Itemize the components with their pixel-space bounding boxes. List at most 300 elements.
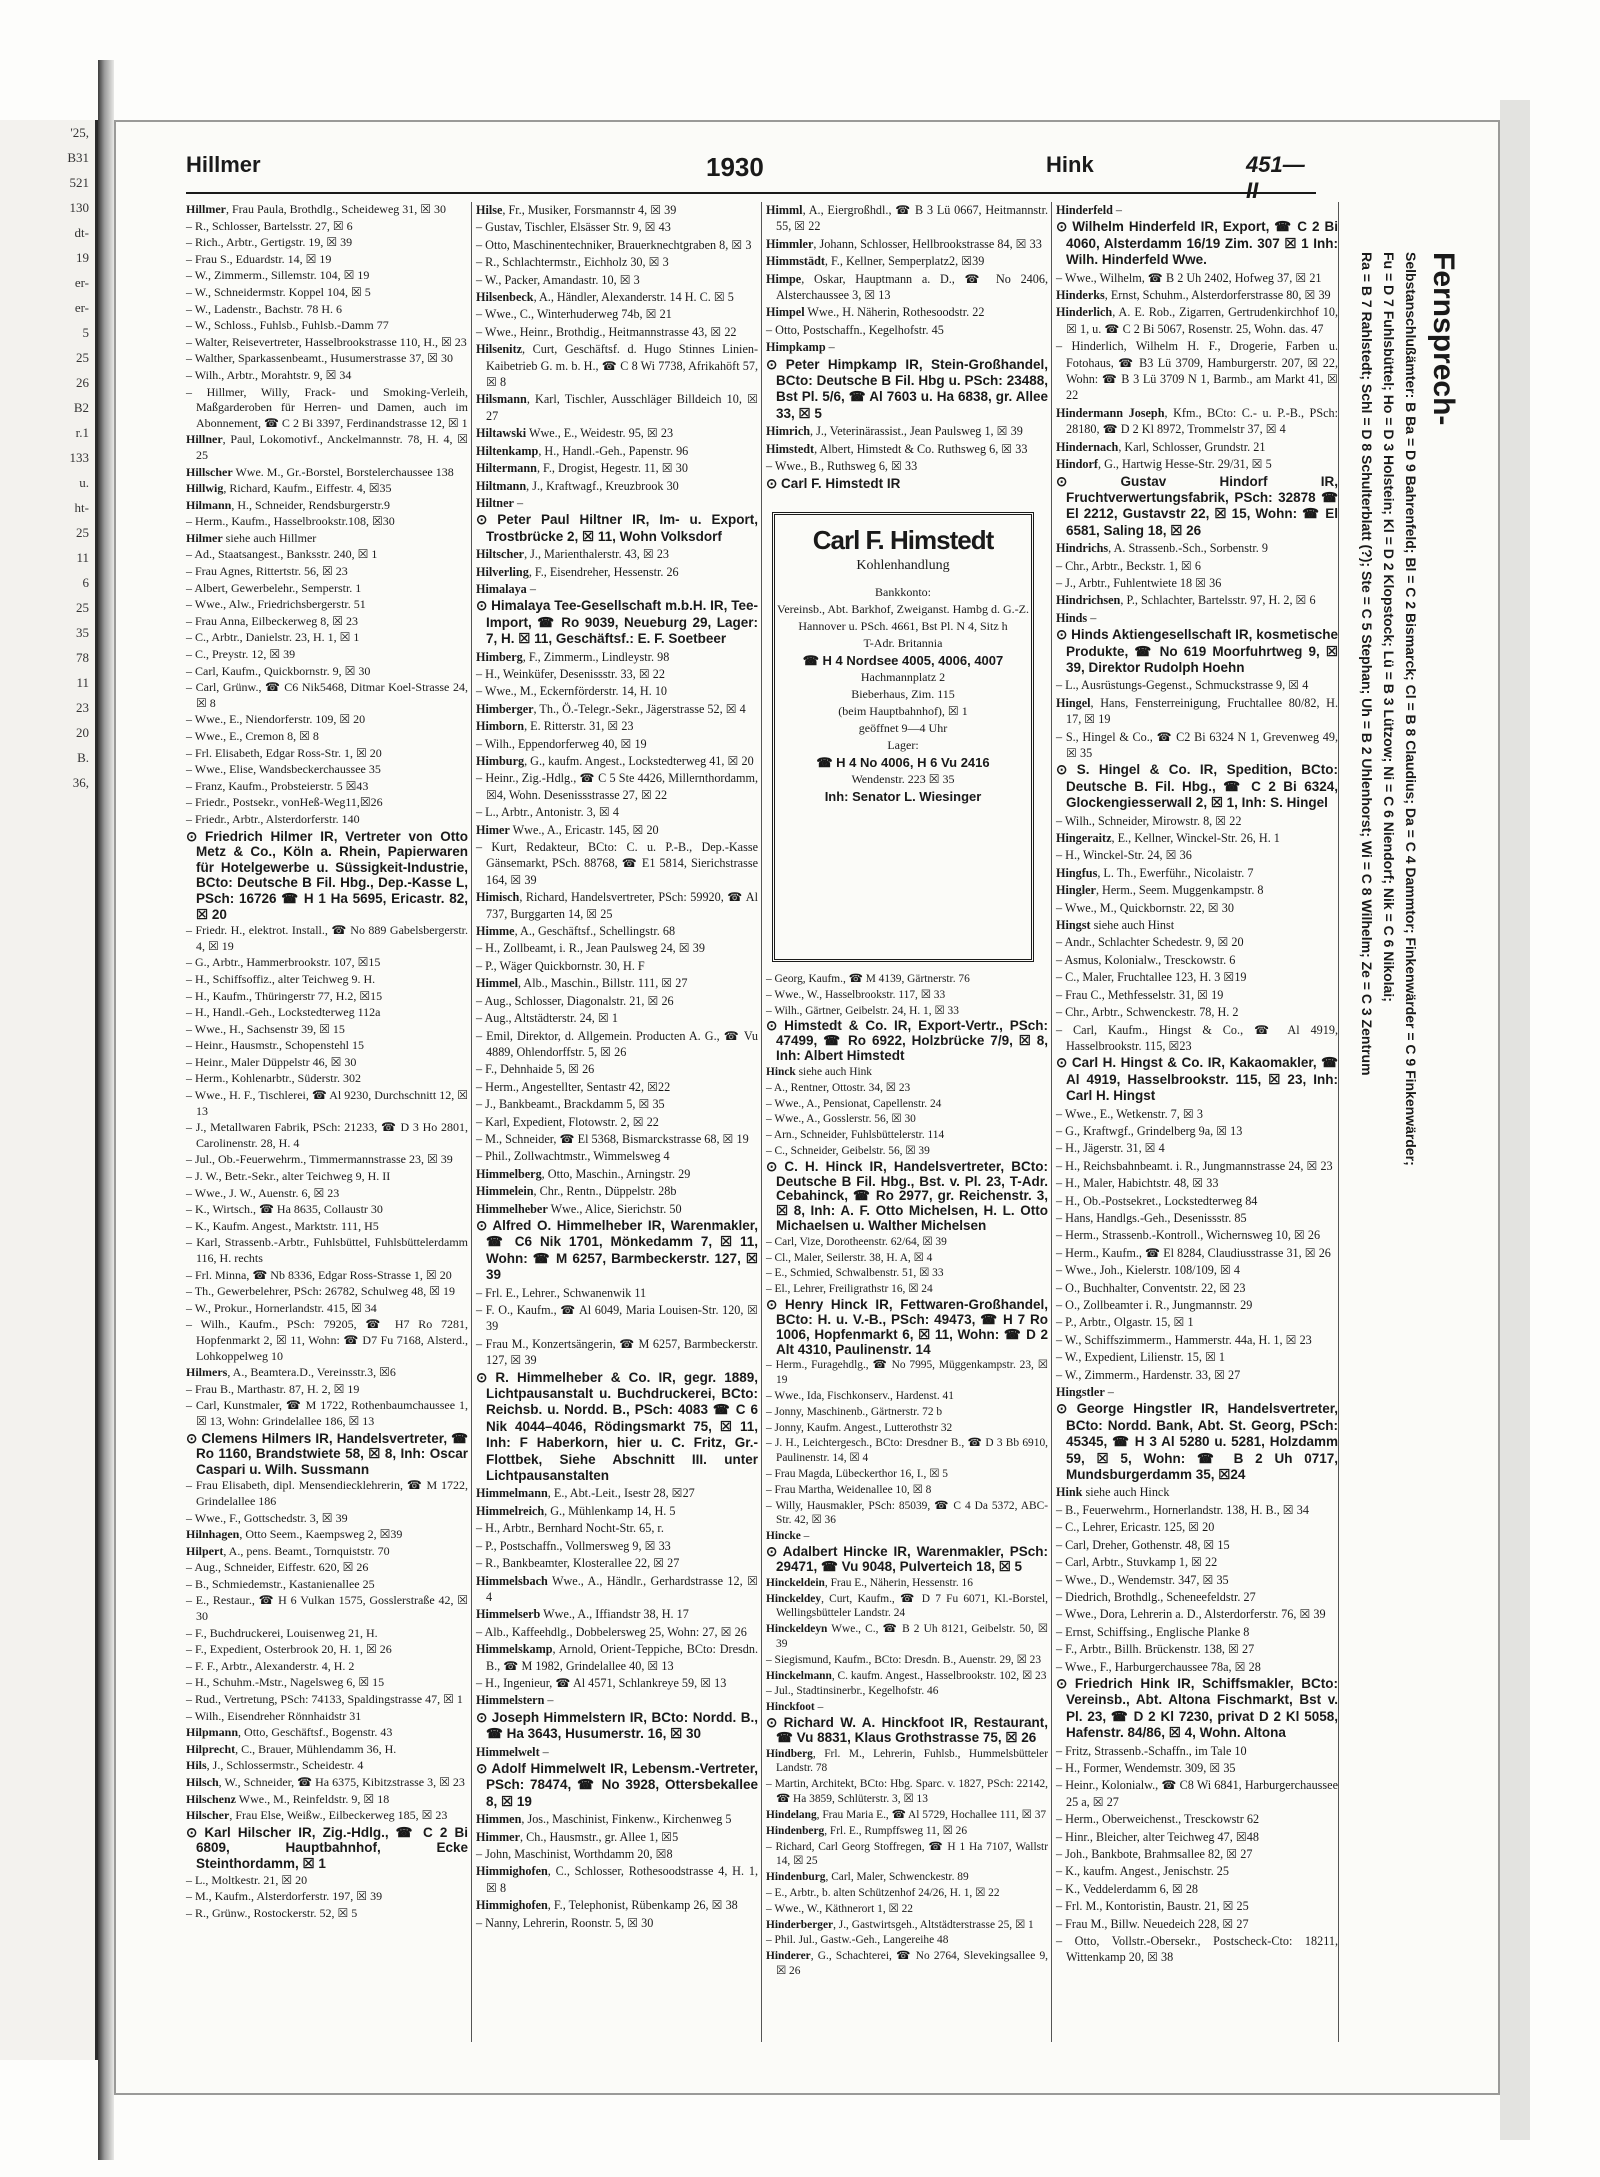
directory-entry: – H., Ob.-Postsekret., Lockstedterweg 84 <box>1056 1193 1258 1208</box>
directory-entry: – John, Maschinist, Worthdamm 20, ☒8 <box>476 1847 673 1861</box>
directory-entry: – Walter, Reisevertreter, Hasselbrookstrasse 110, H., ☒ 23 <box>186 334 467 349</box>
directory-entry: Hinckelmann, C. kaufm. Angest., Hasselbrookstr. 102, ☒ 23 <box>766 1669 1047 1682</box>
directory-entry: – F. O., Kaufm., ☎ Al 6049, Maria Louisen-Str. 120, ☒ 39 <box>476 1303 758 1334</box>
directory-entry: – Wwe., J. W., Auenstr. 6, ☒ 23 <box>186 1185 340 1200</box>
directory-entry: – Friedr. H., elektrot. Install., ☎ No 889 Gabelsbergerstr. 4, ☒ 19 <box>186 923 468 953</box>
directory-entry: Hilpert, A., pens. Beamt., Tornquiststr. 70 <box>186 1543 390 1558</box>
directory-entry: Himpkamp – <box>766 340 835 355</box>
directory-entry: – Karl, Strassenb.-Arbtr., Fuhlsbüttel, Fuhlsbüttelerdamm 116, H. rechts <box>186 1235 468 1265</box>
directory-entry: – B., Feuerwehrm., Hornerlandstr. 138, H. B., ☒ 34 <box>1056 1502 1309 1517</box>
directory-entry: – Fritz, Strassenb.-Schaffn., im Tale 10 <box>1056 1743 1247 1758</box>
facing-page-fragment-line: 20 <box>76 725 89 740</box>
directory-entry: – Frl. Elisabeth, Edgar Ross-Str. 1, ☒ 20 <box>186 745 382 760</box>
directory-entry: Hincke – <box>766 1530 810 1543</box>
directory-entry: ⊙ George Hingstler IR, Handelsvertreter, BCto: Nordd. Bank, Abt. St. Georg, PSch: 45345, ☎ H 3 Al 5280 u. 5281, Holzdamm 59, ☒ 5, Wohn: ☎ B 2 Uh 0717, Mundsburgerdamm 35, ☒24 <box>1056 1401 1338 1483</box>
facing-page-fragment-line: 133 <box>69 450 89 465</box>
ad-line: Bankkonto: <box>875 585 931 599</box>
column-3-top <box>766 202 1048 493</box>
directory-entry: ⊙ S. Hingel & Co. IR, Spedition, BCto: Deutsche B. Fil. Hbg., ☎ C 2 Bi 6324, Glockengiesserwall 2, ☒ 1, Inh: S. Hingel <box>1056 762 1338 811</box>
directory-entry: Hindrichs, A. Strassenb.-Sch., Sorbenstr. 9 <box>1056 541 1268 556</box>
directory-entry: – F., Buchdruckerei, Louisenweg 21, H. <box>186 1625 378 1640</box>
header-first-name: Hillmer <box>186 152 261 177</box>
facing-page-fragment-line: 25 <box>76 600 89 615</box>
directory-entry: – Frau B., Marthastr. 87, H. 2, ☒ 19 <box>186 1381 360 1396</box>
page-header <box>186 152 1316 203</box>
facing-page-fragment-line: 25 <box>76 525 89 540</box>
facing-page-fragment-line: 521 <box>69 175 89 190</box>
header-rule <box>186 192 1316 194</box>
directory-entry: Hinderks, Ernst, Schuhm., Alsterdorferstrasse 80, ☒ 39 <box>1056 288 1331 303</box>
directory-entry: – Friedr., Arbtr., Alsterdorferstr. 140 <box>186 811 360 826</box>
directory-entry: – Wwe., Alw., Friedrichsbergerstr. 51 <box>186 597 366 612</box>
directory-entry: Hillscher Wwe. M., Gr.-Borstel, Borstelerchaussee 138 <box>186 464 454 479</box>
ad-line: ☎ H 4 No 4006, H 6 Vu 2416 <box>816 755 990 770</box>
ad-line: Hachmannplatz 2 <box>860 670 946 684</box>
directory-entry: – M., Schneider, ☎ El 5368, Bismarckstrasse 68, ☒ 19 <box>476 1131 749 1146</box>
directory-entry: – Kurt, Redakteur, BCto: C. u. P.-B., Dep.-Kasse Gänsemarkt, PSch. 88768, ☎ E1 5814, Sierichstrasse 164, ☒ 39 <box>476 840 758 887</box>
directory-entry: – C., Preystr. 12, ☒ 39 <box>186 647 296 662</box>
directory-entry: Hilsenbeck, A., Händler, Alexanderstr. 14 H. C. ☒ 5 <box>476 290 734 305</box>
directory-entry: – Wilh., Kaufm., PSch: 79205, ☎ H7 Ro 7281, Hopfenmarkt 2, ☒ 11, Wohn: ☎ D7 Fu 7168, Alsterd., Lohkoppelweg 10 <box>186 1317 468 1363</box>
directory-entry: Hillner, Paul, Lokomotivf., Anckelmannstr. 78, H. 4, ☒ 25 <box>186 432 468 462</box>
directory-entry: – Friedr., Postsekr., vonHeß-Weg11,☒26 <box>186 795 383 810</box>
directory-entry: ⊙ Wilhelm Hinderfeld IR, Export, ☎ C 2 Bi 4060, Alsterdamm 16/19 Zim. 307 ☒ 1 Inh: Wilh. Hinderfeld Wwe. <box>1056 219 1338 268</box>
directory-entry: Himmelmann, E., Abt.-Leit., Isestr 28, ☒27 <box>476 1486 695 1501</box>
directory-entry: – E., Schmied, Schwalbenstr. 51, ☒ 33 <box>766 1267 944 1280</box>
directory-entry: – Herm., Furagehdlg., ☎ No 7995, Müggenkampstr. 23, ☒ 19 <box>766 1359 1048 1387</box>
directory-entry: – C., Lehrer, Ericastr. 125, ☒ 20 <box>1056 1520 1215 1535</box>
directory-entry: Hindermann Joseph, Kfm., BCto: C.- u. P.-B., PSch: 28180, ☎ D 2 Kl 8972, Trommelstr 37, ☒ 4 <box>1056 405 1338 437</box>
book-gutter <box>98 60 114 2160</box>
directory-entry: – Aug., Altstädterstr. 24, ☒ 1 <box>476 1011 618 1026</box>
directory-entry: – H., Handl.-Geh., Lockstedterweg 112a <box>186 1005 381 1020</box>
facing-page-fragment-line: 23 <box>76 700 89 715</box>
directory-entry: – Arn., Schneider, Fuhlsbüttelerstr. 114 <box>766 1129 945 1142</box>
directory-entry: Hiltscher, J., Marienthalerstr. 43, ☒ 23 <box>476 547 670 562</box>
directory-entry: – Wilh., Eisendreher Rönnhaidstr 31 <box>186 1708 362 1723</box>
directory-entry: – Wwe., E., Cremon 8, ☒ 8 <box>186 729 319 743</box>
header-last-name: Hink <box>1046 152 1094 177</box>
directory-entry: Himrich, J., Veterinärassist., Jean Paulsweg 1, ☒ 39 <box>766 424 1023 439</box>
column-2 <box>476 202 758 1932</box>
directory-entry: – Wwe., B., Ruthsweg 6, ☒ 33 <box>766 459 918 474</box>
directory-entry: – Hinderlich, Wilhelm H. F., Drogerie, Farben u. Fotohaus, ☎ B3 Lü 3709, Hamburgerstr. 207, ☒ 22, Wohn: ☎ B 3 Lü 3709 N 1, Barmb., am Markt 41, ☒ 22 <box>1056 339 1338 403</box>
directory-entry: Himmelheber Wwe., Alice, Sierichstr. 50 <box>476 1201 682 1216</box>
directory-entry: – H., Maler, Habichtstr. 48, ☒ 33 <box>1056 1176 1219 1191</box>
directory-entry: – El., Lehrer, Freiligrathstr 16, ☒ 24 <box>766 1283 933 1296</box>
directory-entry: – Carl, Vize, Dorotheenstr. 62/64, ☒ 39 <box>766 1235 947 1248</box>
directory-entry: Himmelstern – <box>476 1693 554 1708</box>
directory-entry: Hilmann, H., Schneider, Rendsburgerstr.9 <box>186 497 390 512</box>
directory-entry: – J., Metallwaren Fabrik, PSch: 21233, ☎ D 3 Ho 2801, Carolinenstr. 28, H. 4 <box>186 1120 468 1150</box>
directory-entry: Hilscher, Frau Else, Weißw., Eilbeckerweg 185, ☒ 23 <box>186 1808 448 1823</box>
directory-entry: – H., Kaufm., Thüringerstr 77, H.2, ☒15 <box>186 988 383 1003</box>
directory-entry: – Siegismund, Kaufm., BCto: Dresdn. B., Auenstr. 29, ☒ 23 <box>766 1653 1042 1666</box>
directory-entry: Hinderer, G., Schachterei, ☎ No 2764, Slevekingsallee 9, ☒ 26 <box>766 1950 1048 1977</box>
column-4 <box>1056 202 1338 1967</box>
ad-line: Wendenstr. 223 ☒ 35 <box>851 772 955 786</box>
directory-entry: Himalaya – <box>476 581 536 596</box>
directory-entry: – W., Prokur., Hornerlandstr. 415, ☒ 34 <box>186 1300 377 1315</box>
directory-entry: – H., Jägerstr. 31, ☒ 4 <box>1056 1141 1165 1156</box>
directory-entry: – Diedrich, Brothdlg., Scheneefeldstr. 27 <box>1056 1589 1256 1604</box>
directory-entry: – H., Schiffsoffiz., alter Teichweg 9. H. <box>186 971 376 986</box>
directory-entry: – H., Weinküfer, Desenissstr. 33, ☒ 22 <box>476 666 665 681</box>
legend-line: Fu = D 7 Fuhlsbüttel; Ho = D 3 Holstein; Kl = D 2 Klopstock; Lü = B 3 Lützow; Ni = C 6 Niendorf; Nik = C 6 Nikolai; <box>1381 252 1397 1002</box>
directory-entry: – H., Zollbeamt, i. R., Jean Paulsweg 24, ☒ 39 <box>476 941 705 956</box>
directory-entry: – O., Zollbeamter i. R., Jungmannstr. 29 <box>1056 1298 1253 1312</box>
facing-page-fragment-line: 6 <box>82 575 89 590</box>
directory-entry: – Rud., Vertretung, PSch: 74133, Spaldingstrasse 47, ☒ 1 <box>186 1692 463 1707</box>
directory-entry: ⊙ Hinds Aktiengesellschaft IR, kosmetische Produkte, ☎ No 619 Moorfuhrtweg 9, ☒ 39, Direktor Rudolph Hoehn <box>1056 627 1338 675</box>
directory-entry: – Frl. Minna, ☎ Nb 8336, Edgar Ross-Strasse 1, ☒ 20 <box>186 1267 452 1282</box>
directory-entry: – E., Arbtr., b. alten Schützenhof 24/26, H. 1, ☒ 22 <box>766 1886 1000 1899</box>
directory-entry: Himmighofen, C., Schlosser, Rothesoodstrasse 4, H. 1, ☒ 8 <box>476 1864 758 1895</box>
directory-entry: – Nanny, Lehrerin, Roonstr. 5, ☒ 30 <box>476 1915 654 1930</box>
directory-entry: – Wwe., H. F., Tischlerei, ☎ Al 9230, Durchschnitt 12, ☒ 13 <box>186 1088 468 1118</box>
directory-entry: – R., Schlosser, Bartelsstr. 27, ☒ 6 <box>186 218 353 233</box>
directory-entry: – Wwe., W., Käthnerort 1, ☒ 22 <box>766 1902 913 1915</box>
directory-entry: – Wwe., W., Hasselbrookstr. 117, ☒ 33 <box>766 988 946 1001</box>
directory-entry: ⊙ Peter Himpkamp IR, Stein-Großhandel, BCto: Deutsche B Fil. Hbg u. PSch: 23488, Bst Pl. 5/6, ☎ Al 7603 u. Ha 6838, gr. Allee 33, ☒ 5 <box>766 356 1048 421</box>
directory-entry: – Rich., Arbtr., Gertigstr. 19, ☒ 39 <box>186 235 353 250</box>
column-divider <box>1051 202 1052 2042</box>
directory-entry: – Herm., Kohlenarbtr., Süderstr. 302 <box>186 1071 361 1086</box>
directory-entry: Hingst siehe auch Hinst <box>1056 918 1175 933</box>
directory-entry: – L., Moltkestr. 21, ☒ 20 <box>186 1872 308 1887</box>
directory-entry: ⊙ Carl H. Hingst & Co. IR, Kakaomakler, ☎ Al 4919, Hasselbrookstr. 115, ☒ 23, Inh: Carl H. Hingst <box>1056 1055 1338 1104</box>
facing-page-fragment-line: 78 <box>76 650 89 665</box>
directory-entry: Hiltmann, J., Kraftwagf., Kreuzbrook 30 <box>476 478 679 493</box>
directory-entry: Himberg, F., Zimmerm., Lindleystr. 98 <box>476 649 670 664</box>
directory-entry: – J. W., Betr.-Sekr., alter Teichweg 9, H. II <box>186 1169 391 1184</box>
directory-entry: – C., Schneider, Geibelstr. 56, ☒ 39 <box>766 1144 930 1157</box>
advertisement-box <box>772 512 1034 962</box>
directory-entry: Hingfus, L. Th., Ewerführ., Nicolaistr. 7 <box>1056 865 1254 880</box>
directory-entry: – G., Kraftwgf., Grindelberg 9a, ☒ 13 <box>1056 1123 1243 1138</box>
directory-entry: Hilsch, W., Schneider, ☎ Ha 6375, Kibitzstrasse 3, ☒ 23 <box>186 1775 465 1789</box>
directory-entry: – W., Schneidermstr. Koppel 104, ☒ 5 <box>186 284 371 299</box>
directory-entry: – Wilh., Eppendorferweg 40, ☒ 19 <box>476 736 647 751</box>
directory-entry: Hingstler – <box>1056 1385 1114 1400</box>
directory-entry: Hillmer, Frau Paula, Brothdlg., Scheideweg 31, ☒ 30 <box>186 202 447 216</box>
ad-lines <box>775 584 1031 805</box>
directory-entry: ⊙ Gustav Hindorf IR, Fruchtverwertungsfabrik, PSch: 32878 ☎ El 2212, Gustavstr 22, ☒ 15, Wohn: ☎ El 6581, Saling 18, ☒ 26 <box>1056 473 1338 538</box>
directory-entry: – Wwe., Elise, Wandsbeckerchaussee 35 <box>186 762 381 777</box>
directory-entry: Hiltawski Wwe., E., Weidestr. 95, ☒ 23 <box>476 426 674 441</box>
directory-entry: ⊙ Himalaya Tee-Gesellschaft m.b.H. IR, Tee-Import, ☎ Ro 9039, Neueburg 29, Lager: 7, H. ☒ 11, Geschäftsf.: E. F. Soetbeer <box>476 598 758 647</box>
directory-entry: – Gustav, Tischler, Elsässer Str. 9, ☒ 43 <box>476 220 671 235</box>
directory-entry: Hinds – <box>1056 610 1097 625</box>
facing-page-fragment <box>0 120 98 2060</box>
directory-entry: – K., Wirtsch., ☎ Ha 8635, Collaustr 30 <box>186 1202 383 1217</box>
directory-entry: – Aug., Schlosser, Diagonalstr. 21, ☒ 26 <box>476 993 674 1008</box>
directory-entry: – Emil, Direktor, d. Allgemein. Producten A. G., ☎ Vu 4889, Ohlendorffstr. 5, ☒ 26 <box>476 1028 758 1059</box>
directory-entry: – F. F., Arbtr., Alexanderstr. 4, H. 2 <box>186 1658 355 1673</box>
directory-entry: Hingel, Hans, Fensterreinigung, Fruchtallee 80/82, H. 17, ☒ 19 <box>1056 695 1338 727</box>
directory-entry: ⊙ Carl F. Himstedt IR <box>766 475 901 491</box>
directory-entry: – Wwe., Ida, Fischkonserv., Hardenst. 41 <box>766 1389 954 1402</box>
directory-entry: – R., Schlachtermstr., Eichholz 30, ☒ 3 <box>476 255 669 270</box>
directory-entry: Hinckeldey, Curt, Kaufm., ☎ D 7 Fu 6071, Kl.-Borstel, Wellingsbütteler Landstr. 24 <box>766 1592 1048 1620</box>
directory-entry: – Wwe., Joh., Kielerstr. 108/109, ☒ 4 <box>1056 1263 1241 1278</box>
directory-entry: – Wwe., Dora, Lehrerin a. D., Alsterdorferstr. 76, ☒ 39 <box>1056 1607 1326 1622</box>
directory-entry: – K., Kaufm. Angest., Marktstr. 111, H5 <box>186 1218 379 1233</box>
directory-entry: – Wwe., M., Quickbornstr. 22, ☒ 30 <box>1056 900 1234 915</box>
directory-entry: Hilpmann, Otto, Geschäftsf., Bogenstr. 43 <box>186 1725 393 1740</box>
directory-entry: – Jul., Ob.-Feuerwehrm., Timmermannstrasse 23, ☒ 39 <box>186 1152 453 1167</box>
directory-entry: – Frau M., Billw. Neuedeich 228, ☒ 27 <box>1056 1916 1249 1931</box>
directory-entry: – Wilh., Gärtner, Geibelstr. 24, H. 1, ☒ 33 <box>766 1004 959 1017</box>
facing-page-fragment-line: 11 <box>76 550 89 565</box>
directory-entry: – Wwe., F., Harburgerchaussee 78a, ☒ 28 <box>1056 1659 1261 1674</box>
directory-entry: Hindberg, Frl. M., Lehrerin, Fuhlsb., Hummelsbütteler Landstr. 78 <box>766 1747 1048 1775</box>
facing-page-fragment-line: 19 <box>76 250 89 265</box>
directory-entry: Hiltermann, F., Drogist, Hegestr. 11, ☒ 30 <box>476 461 688 476</box>
directory-entry: ⊙ Adalbert Hincke IR, Warenmakler, PSch: 29471, ☎ Vu 9048, Pulverteich 18, ☒ 5 <box>766 1544 1048 1574</box>
directory-entry: Himmelskamp, Arnold, Orient-Teppiche, BCto: Dresdn. B., ☎ M 1982, Grindelallee 40, ☒ 13 <box>476 1642 758 1673</box>
directory-entry: – Karl, Expedient, Flotowstr. 2, ☒ 22 <box>476 1114 659 1129</box>
directory-entry: – G., Arbtr., Hammerbrookstr. 107, ☒15 <box>186 955 381 970</box>
directory-entry: – Otto, Vollstr.-Obersekr., Postscheck-Cto: 18211, Wittenkamp 20, ☒ 38 <box>1056 1934 1338 1965</box>
directory-entry: – Jonny, Kaufm. Angest., Lutterothstr 32 <box>766 1421 953 1434</box>
directory-entry: – Frau M., Konzertsängerin, ☎ M 6257, Barmbeckerstr. 127, ☒ 39 <box>476 1336 758 1368</box>
ad-line: ☎ H 4 Nordsee 4005, 4006, 4007 <box>802 653 1004 668</box>
directory-entry: – Martin, Architekt, BCto: Hbg. Sparc. v. 1827, PSch: 22142, ☎ Ha 3859, Schlüterstr. 3, ☒ 13 <box>766 1778 1048 1806</box>
directory-entry: Hindenburg, Carl, Maler, Schwenckestr. 89 <box>766 1871 969 1884</box>
directory-entry: – Wilh., Schneider, Mirowstr. 8, ☒ 22 <box>1056 813 1242 828</box>
directory-entry: ⊙ Clemens Hilmers IR, Handelsvertreter, ☎ Ro 1160, Brandstwiete 58, ☒ 8, Inh: Oscar Caspari u. Wilh. Sussmann <box>186 1430 468 1477</box>
directory-entry: – F., Arbtr., Billh. Brückenstr. 138, ☒ 27 <box>1056 1642 1255 1657</box>
directory-entry: Hindrichsen, P., Schlachter, Bartelsstr. 97, H. 2, ☒ 6 <box>1056 593 1316 608</box>
directory-entry: Himpel Wwe., H. Näherin, Rothesoodstr. 22 <box>766 305 985 320</box>
directory-entry: Himberger, Th., Ö.-Telegr.-Sekr., Jägerstrasse 52, ☒ 4 <box>476 701 746 716</box>
ad-line: geöffnet 9—4 Uhr <box>858 721 948 735</box>
directory-entry: Hinckeldeyn Wwe., C., ☎ B 2 Uh 8121, Geibelstr. 50, ☒ 39 <box>766 1623 1048 1650</box>
page-number: 451—II <box>1246 152 1305 203</box>
directory-entry: – Frl. E., Lehrer., Schwanenwik 11 <box>476 1285 647 1300</box>
directory-entry: – Albert, Gewerbelehr., Semperstr. 1 <box>186 580 362 595</box>
directory-entry: – Wwe., M., Eckernförderstr. 14, H. 10 <box>476 684 668 699</box>
directory-entry: – Richard, Carl Georg Stoffregen, ☎ H 1 Ha 7107, Wallstr 14, ☒ 25 <box>766 1840 1048 1868</box>
directory-entry: – Frau Martha, Weidenallee 10, ☒ 8 <box>766 1483 932 1496</box>
directory-entry: – Frau S., Eduardstr. 14, ☒ 19 <box>186 251 332 266</box>
directory-entry: ⊙ R. Himmelheber & Co. IR, gegr. 1889, Lichtpausanstalt u. Buchdruckerei, BCto: Reichsb. u. Nordd. B., PSch: 4083 ☎ C 6 Nik 4044–4046, Rödingsmarkt 75, ☒ 11, Inh: F Haberkorn, hier u. C. Fritz, Gr.-Flottbek, Siehe Abschnitt III. unter Lichtpausanstalten <box>476 1369 758 1484</box>
directory-entry: – Herm., Kaufm., ☎ El 8284, Claudiusstrasse 31, ☒ 26 <box>1056 1245 1331 1260</box>
directory-entry: – Carl, Grünw., ☎ C6 Nik5468, Ditmar Koel-Strasse 24, ☒ 8 <box>186 680 468 710</box>
directory-entry: – Carl, Arbtr., Stuvkamp 1, ☒ 22 <box>1056 1555 1218 1570</box>
directory-entry: Himml, A., Eiergroßhdl., ☎ B 3 Lü 0667, Heitmannstr. 55, ☒ 22 <box>766 203 1048 234</box>
directory-entry: Himmelserb Wwe., A., Iffiandstr 38, H. 17 <box>476 1607 689 1622</box>
directory-entry: Himmelsbach Wwe., A., Händlr., Gerhardstrasse 12, ☒ 4 <box>476 1573 758 1604</box>
ad-line: Lager: <box>887 738 919 752</box>
directory-entry: Hinderlich, A. E. Rob., Zigarren, Gertrudenkirchhof 10, ☒ 1, u. ☎ C 2 Bi 5067, Rosenstr. 25, Wohn. das. 47 <box>1056 305 1338 336</box>
directory-entry: – Otto, Maschinentechniker, Brauerknechtgraben 8, ☒ 3 <box>476 237 752 252</box>
directory-entry: – Andr., Schlachter Schedestr. 9, ☒ 20 <box>1056 935 1244 950</box>
directory-entry: Hilmers, A., Beamtera.D., Vereinsstr.3, ☒6 <box>186 1365 396 1380</box>
directory-entry: Hilsmann, Karl, Tischler, Ausschläger Billdeich 10, ☒ 27 <box>476 392 758 423</box>
directory-entry: – W., Zimmerm., Hardenstr. 33, ☒ 27 <box>1056 1367 1241 1382</box>
directory-entry: – O., Buchhalter, Conventstr. 22, ☒ 23 <box>1056 1280 1246 1295</box>
directory-entry: Himburg, G., kaufm. Angest., Lockstedterweg 41, ☒ 20 <box>476 754 754 768</box>
directory-entry: – Frl. M., Kontoristin, Baustr. 21, ☒ 25 <box>1056 1899 1249 1914</box>
directory-entry: Himmen, Jos., Maschinist, Finkenw., Kirchenweg 5 <box>476 1812 732 1827</box>
directory-entry: Hilschenz Wwe., M., Reinfeldstr. 9, ☒ 18 <box>186 1791 390 1806</box>
facing-page-fragment-line: ht- <box>74 500 89 515</box>
column-3-bottom <box>766 972 1048 1980</box>
directory-entry: – K., kaufm. Angest., Jenischstr. 25 <box>1056 1864 1229 1879</box>
directory-entry: – A., Rentner, Ottostr. 34, ☒ 23 <box>766 1081 911 1094</box>
directory-entry: Himmelreich, G., Mühlenkamp 14, H. 5 <box>476 1503 676 1518</box>
ad-line: (beim Hauptbahnhof), ☒ 1 <box>838 704 968 718</box>
directory-entry: ⊙ Karl Hilscher IR, Zig.-Hdlg., ☎ C 2 Bi 6809, Hauptbahnhof, Ecke Steinthordamm, ☒ 1 <box>186 1824 468 1871</box>
directory-entry: Himmelein, Chr., Rentn., Düppelstr. 28b <box>476 1184 677 1199</box>
legend-line: Ra = B 7 Rahlstedt; Schl = D 8 Schulterblatt (?); Ste = C 5 Stephan; Uh = B 2 Uhlenhorst; Wi = C 8 Wilhelm; Ze = C 3 Zentrum <box>1359 252 1375 1076</box>
directory-entry: – H., Arbtr., Bernhard Nocht-Str. 65, r. <box>476 1521 664 1536</box>
directory-entry: Himstedt, Albert, Himstedt & Co. Ruthsweg 6, ☒ 33 <box>766 441 1028 456</box>
directory-entry: – Chr., Arbtr., Beckstr. 1, ☒ 6 <box>1056 558 1201 573</box>
directory-entry: – Ad., Staatsangest., Banksstr. 240, ☒ 1 <box>186 547 378 562</box>
directory-entry: – Cl., Maler, Seilerstr. 38, H. A, ☒ 4 <box>766 1251 933 1264</box>
directory-page <box>114 120 1500 2095</box>
directory-entry: Hinckfoot – <box>766 1701 824 1714</box>
directory-entry: – Wwe., D., Wendemstr. 347, ☒ 35 <box>1056 1572 1229 1587</box>
directory-entry: ⊙ Alfred O. Himmelheber IR, Warenmakler, ☎ C6 Nik 1701, Mönkedamm 7, ☒ 11, Wohn: ☎ M 6257, Barmbeckerstr. 127, ☒ 39 <box>476 1217 758 1283</box>
directory-entry: Hindernach, Karl, Schlosser, Grundstr. 21 <box>1056 439 1266 454</box>
directory-entry: Hilprecht, C., Brauer, Mühlendamm 36, H. <box>186 1741 397 1756</box>
directory-entry: Hils, J., Schlossermstr., Scheidestr. 4 <box>186 1758 364 1773</box>
directory-entry: – Ernst, Schiffsing., Englische Planke 8 <box>1056 1624 1250 1639</box>
ad-line: Inh: Senator L. Wiesinger <box>824 789 982 804</box>
directory-entry: – Heinr., Hausmstr., Schopenstehl 15 <box>186 1038 364 1053</box>
directory-entry: Himmighofen, F., Telephonist, Rübenkamp 26, ☒ 38 <box>476 1898 738 1913</box>
directory-entry: Himmstädt, F., Kellner, Semperplatz2, ☒39 <box>766 254 985 269</box>
telephone-exchange-legend <box>1338 252 1468 1992</box>
directory-entry: Himmelwelt – <box>476 1744 549 1759</box>
directory-entry: Hinckeldein, Frau E., Näherin, Hessenstr. 16 <box>766 1576 973 1589</box>
column-1 <box>186 202 468 1922</box>
directory-entry: Himmel, Alb., Maschin., Billstr. 111, ☒ 27 <box>476 976 688 991</box>
directory-entry: – H., Reichsbahnbeamt. i. R., Jungmannstrasse 24, ☒ 23 <box>1056 1158 1333 1173</box>
directory-entry: – Jul., Stadtinsinerbr., Kegelhofstr. 46 <box>766 1685 939 1698</box>
directory-entry: ⊙ Joseph Himmelstern IR, BCto: Nordd. B., ☎ Ha 3643, Husumerstr. 16, ☒ 30 <box>476 1709 758 1742</box>
directory-entry: – W., Schiffszimmerm., Hammerstr. 44a, H. 1, ☒ 23 <box>1056 1332 1312 1347</box>
legend-line: Selbstanschlußämter: B Ba = D 9 Bahrenfeld; Bl = C 2 Bismarck; Cl = B 8 Claudius; Da = C 4 Dammtor; Finkenwärder = C 9 Finkenwärder; <box>1403 252 1419 1166</box>
directory-entry: Hinderberger, J., Gastwirtsgeh., Altstädterstrasse 25, ☒ 1 <box>766 1918 1034 1931</box>
directory-entry: – Hillmer, Willy, Frack- und Smoking-Verleih, Maßgarderoben für Herren- und Damen, auch im Abonnement, ☎ C 2 Bi 3397, Ferdinandstrasse 12, ☒ 1 <box>186 384 468 430</box>
directory-entry: – H., Former, Wendemstr. 309, ☒ 35 <box>1056 1760 1236 1775</box>
directory-entry: Hilverling, F., Eisendreher, Hessenstr. 26 <box>476 564 679 579</box>
directory-entry: – Frau Elisabeth, dipl. Mensendiecklehrerin, ☎ M 1722, Grindelallee 186 <box>186 1478 468 1508</box>
directory-entry: – J., Bankbeamt., Brackdamm 5, ☒ 35 <box>476 1097 665 1112</box>
directory-entry: – Franz, Kaufm., Probsteierstr. 5 ☒43 <box>186 778 369 793</box>
directory-entry: – J. H., Leichtergesch., BCto: Dresdner B., ☎ D 3 Bb 6910, Paulinenstr. 14, ☒ 4 <box>766 1437 1048 1465</box>
directory-entry: – W., Zimmerm., Sillemstr. 104, ☒ 19 <box>186 268 370 283</box>
directory-entry: – K., Veddelerdamm 6, ☒ 28 <box>1056 1881 1199 1896</box>
facing-page-fragment-line: B2 <box>73 400 89 415</box>
directory-entry: Hinck siehe auch Hink <box>766 1065 872 1078</box>
directory-entry: ⊙ C. H. Hinck IR, Handelsvertreter, BCto: Deutsche B Fil. Hbg., Bst. v. Pl. 23, T-Adr. Cebahinck, ☎ Ro 2977, gr. Reichenstr. 3, ☒ 8, Inh: A. F. Otto Michelsen, H. L. Otto Michaelsen u. Walther Michelsen <box>766 1158 1048 1233</box>
directory-entry: ⊙ Peter Paul Hiltner IR, Im- u. Export, Trostbrücke 2, ☒ 11, Wohn Volksdorf <box>476 512 758 544</box>
directory-entry: Himmer, Ch., Hausmstr., gr. Allee 1, ☒5 <box>476 1829 679 1844</box>
directory-entry: – F., Expedient, Osterbrook 20, H. 1, ☒ 26 <box>186 1642 392 1657</box>
directory-entry: Himmler, Johann, Schlosser, Hellbrookstrasse 84, ☒ 33 <box>766 236 1042 251</box>
directory-entry: – Herm., Oberweichenst., Tresckowstr 62 <box>1056 1812 1260 1827</box>
facing-page-fragment-line: r.1 <box>75 425 89 440</box>
legend-title: Fernsprech- <box>1427 252 1460 426</box>
directory-entry: – Wwe., H., Sachsenstr 39, ☒ 15 <box>186 1021 345 1036</box>
directory-entry: – W., Packer, Amandastr. 10, ☒ 3 <box>476 272 640 287</box>
directory-entry: – Wwe., F., Gottschedstr. 3, ☒ 39 <box>186 1510 348 1525</box>
directory-entry: Hinderfeld – <box>1056 203 1123 217</box>
facing-page-fragment-line: '25, <box>70 125 89 140</box>
directory-entry: – E., Restaur., ☎ H 6 Vulkan 1575, Gosslerstraße 42, ☒ 30 <box>186 1593 468 1624</box>
directory-entry: Hingler, Herm., Seem. Muggenkampstr. 8 <box>1056 883 1264 898</box>
directory-entry: – Carl, Kaufm., Quickbornstr. 9, ☒ 30 <box>186 663 371 678</box>
directory-entry: – Carl, Kunstmaler, ☎ M 1722, Rothenbaumchaussee 1, ☒ 13, Wohn: Grindelallee 186, ☒ 13 <box>186 1398 468 1428</box>
directory-entry: Himme, A., Geschäftsf., Schellingstr. 68 <box>476 924 676 939</box>
directory-entry: – W., Ladenstr., Bachstr. 78 H. 6 <box>186 301 342 316</box>
directory-entry: – Phil., Zollwachtmstr., Wimmelsweg 4 <box>476 1149 670 1164</box>
directory-entry: – C., Maler, Fruchtallee 123, H. 3 ☒19 <box>1056 970 1247 985</box>
directory-entry: – S., Hingel & Co., ☎ C2 Bi 6324 N 1, Grevenweg 49, ☒ 35 <box>1056 729 1338 760</box>
directory-entry: – Chr., Arbtr., Schwenckestr. 78, H. 2 <box>1056 1005 1239 1020</box>
directory-entry: – Wwe., A., Gosslerstr. 56, ☒ 30 <box>766 1113 916 1126</box>
directory-entry: – M., Kaufm., Alsterdorferstr. 197, ☒ 39 <box>186 1889 383 1904</box>
directory-entry: Hilsenitz, Curt, Geschäftsf. d. Hugo Stinnes Linien-Kaibetrieb G. m. b. H., ☎ C 8 Wi 7738, Afrikahöft 57, ☒ 8 <box>476 342 758 390</box>
directory-entry: – Wwe., C., Winterhuderweg 74b, ☒ 21 <box>476 307 672 322</box>
directory-entry: – Heinr., Maler Düppelstr 46, ☒ 30 <box>186 1054 357 1069</box>
directory-entry: – Wwe., Wilhelm, ☎ B 2 Uh 2402, Hofweg 37, ☒ 21 <box>1056 270 1322 285</box>
ad-line: T-Adr. Britannia <box>863 636 943 650</box>
directory-entry: – Wwe., A., Pensionat, Capellenstr. 24 <box>766 1097 942 1110</box>
directory-entry: Hink siehe auch Hinck <box>1056 1485 1170 1500</box>
column-divider <box>761 202 762 2042</box>
directory-entry: – Wwe., E., Wetkenstr. 7, ☒ 3 <box>1056 1106 1203 1121</box>
facing-page-text <box>0 120 95 795</box>
directory-entry: – Carl, Kaufm., Hingst & Co., ☎ Al 4919, Hasselbrookstr. 115, ☒23 <box>1056 1022 1338 1053</box>
directory-entry: – Jonny, Maschinenb., Gärtnerstr. 72 b <box>766 1405 943 1418</box>
facing-page-fragment-line: u. <box>79 475 89 490</box>
directory-entry: – Frau C., Methfesselstr. 31, ☒ 19 <box>1056 987 1224 1002</box>
directory-entry: – J., Arbtr., Fuhlentwiete 18 ☒ 36 <box>1056 575 1222 590</box>
directory-entry: Hindelang, Frau Maria E., ☎ Al 5729, Hochallee 111, ☒ 37 <box>766 1808 1047 1821</box>
facing-page-fragment-line: 25 <box>76 350 89 365</box>
directory-entry: Hiltenkamp, H., Handl.-Geh., Papenstr. 96 <box>476 443 689 458</box>
directory-entry: – Heinr., Kolonialw., ☎ C8 Wi 6841, Harburgerchaussee 25 a, ☒ 27 <box>1056 1778 1338 1809</box>
ad-title: Carl F. Himstedt <box>812 525 994 555</box>
directory-entry: – L., Arbtr., Antonistr. 3, ☒ 4 <box>476 805 619 820</box>
directory-entry: – Joh., Bankbote, Brahmsallee 82, ☒ 27 <box>1056 1847 1253 1861</box>
directory-entry: ⊙ Himstedt & Co. IR, Export-Vertr., PSch: 47499, ☎ Ro 6922, Holzbrücke 7/9, ☒ 8, Inh: Albert Himstedt <box>766 1018 1048 1064</box>
directory-entry: ⊙ Adolf Himmelwelt IR, Lebensm.-Vertreter, PSch: 78474, ☎ No 3928, Ottersbekallee 8, ☒ 19 <box>476 1760 758 1809</box>
header-year: 1930 <box>706 152 764 182</box>
facing-page-fragment-line: 36, <box>72 775 89 790</box>
directory-entry: ⊙ Friedrich Hink IR, Schiffsmakler, BCto: Vereinsb., Abt. Altona Fischmarkt, Bst v. Pl. 23, ☎ D 2 Kl 7230, privat D 2 Kl 5058, Hafenstr. 84/86, ☒ 4, Wohn. Altona <box>1056 1675 1338 1741</box>
directory-entry: ⊙ Friedrich Hilmer IR, Vertreter von Otto Metz & Co., Köln a. Rhein, Papierwaren für Hotelgewerbe u. Süssigkeit-Industrie, BCto: Deutsche B Fil. Hbg., Dep.-Kasse L, PSch: 16726 ☎ H 1 Ha 5695, Ericastr. 82, ☒ 20 <box>186 828 468 922</box>
directory-entry: Hilse, Fr., Musiker, Forsmannstr 4, ☒ 39 <box>476 203 677 217</box>
directory-entry: – R., Grünw., Rostockerstr. 52, ☒ 5 <box>186 1905 358 1920</box>
directory-entry: Himpe, Oskar, Hauptmann a. D., ☎ No 2406, Alsterchaussee 3, ☒ 13 <box>766 271 1048 303</box>
directory-entry: – H., Ingenieur, ☎ Al 4571, Schlankreye 59, ☒ 13 <box>476 1675 727 1690</box>
directory-entry: – B., Schmiedemstr., Kastanienallee 25 <box>186 1576 375 1591</box>
directory-entry: – Phil. Jul., Gastw.-Geh., Langereihe 48 <box>766 1934 949 1947</box>
directory-entry: Hiltner – <box>476 495 524 510</box>
directory-entry: – Frau Anna, Eilbeckerweg 8, ☒ 23 <box>186 613 359 628</box>
directory-entry: – H., Winckel-Str. 24, ☒ 36 <box>1056 848 1192 863</box>
facing-page-fragment-line: dt- <box>74 225 89 240</box>
directory-entry: – Herm., Angestellter, Sentastr 42, ☒22 <box>476 1079 671 1094</box>
